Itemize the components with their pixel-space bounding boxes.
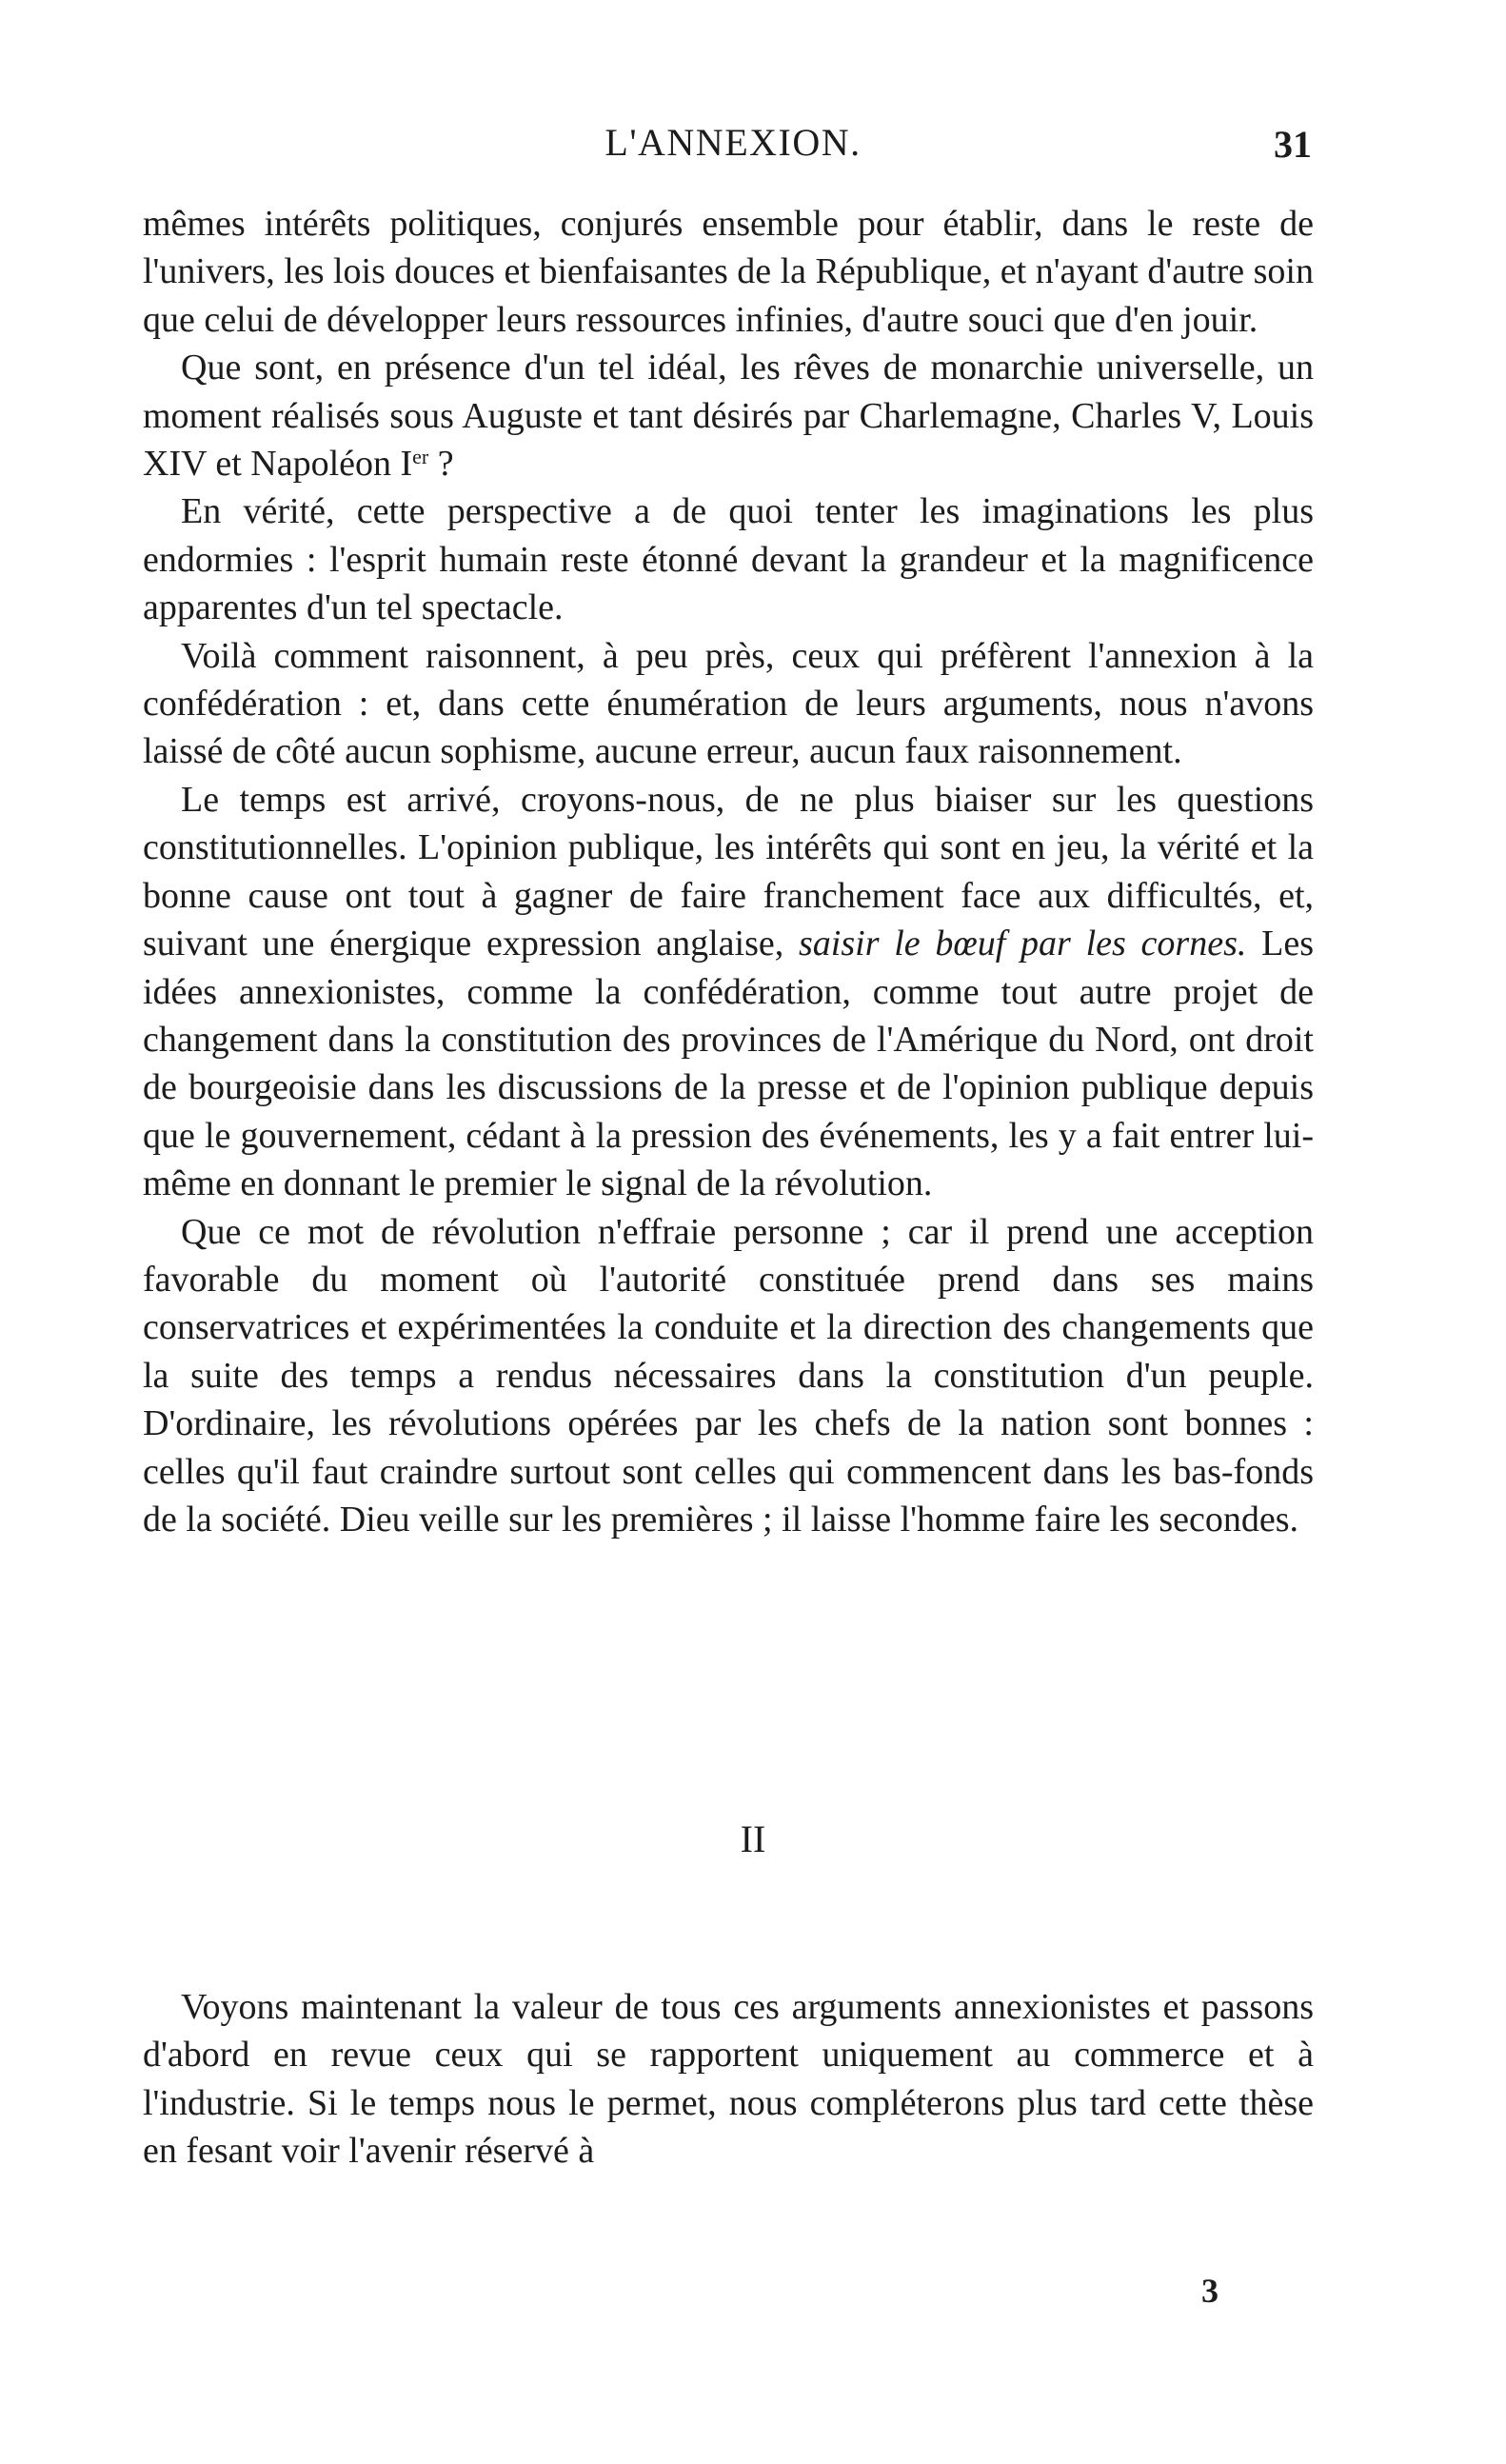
paragraph: mêmes intérêts politiques, conjurés ensemble pour établir, dans le reste de l'univers, les lois douces et bienfaisantes de la République, et n'ayant d'autre soin que celui de développer leurs ressources infinies, d'autre souci que d'en jouir.: [143, 204, 1314, 340]
section-body: [143, 1983, 1314, 2176]
page-number: 31: [1274, 123, 1312, 166]
paragraph: Que ce mot de révolution n'effraie personne ; car il prend une acception favorable du moment où l'autorité constituée prend dans ses mains conservatrices et expérimentées la conduite et la direction des changements que la suite des temps a rendus nécessaires dans la constitution d'un peuple. D'ordinaire, les révolutions opérées par les chefs de la nation sont bonnes : celles qu'il faut craindre surtout sont celles qui commencent dans les bas-fonds de la société. Dieu veille sur les premières ; il laisse l'homme faire les secondes.: [143, 1211, 1314, 1540]
body-text: [143, 200, 1314, 1543]
signature-mark: 3: [1201, 2272, 1219, 2310]
paragraph-text: Que sont, en présence d'un tel idéal, les rêves de monarchie universelle, un moment réalisés sous Auguste et tant désirés par Charlemagne, Charles V, Louis XIV et Napoléon I: [143, 348, 1314, 485]
superscript: er: [412, 445, 429, 469]
running-title: L'ANNEXION.: [604, 121, 862, 164]
paragraph-text: Le temps est arrivé, croyons-nous, de ne plus biaiser sur les questions constitutionnelles. L'opinion publique, les intérêts qui sont en jeu, la vérité et la bonne cause ont tout à gagner de faire franchement face aux difficultés, et, suivant une énergique expression anglaise,: [143, 779, 1314, 964]
italic-phrase: saisir le bœuf par les cornes.: [799, 924, 1247, 964]
paragraph: [143, 776, 1314, 1208]
running-header: [143, 120, 1323, 168]
section-heading: II: [740, 1818, 766, 1860]
paragraph: Voilà comment raisonnent, à peu près, ceux qui préfèrent l'annexion à la confédération : et, dans cette énumération de leurs arguments, nous n'avons laissé de côté aucun sophisme, aucune erreur, aucun faux raisonnement.: [143, 635, 1314, 772]
paragraph: [143, 344, 1314, 487]
paragraph-text: ?: [428, 444, 454, 485]
paragraph-text: Les idées annexionistes, comme la confédération, comme tout autre projet de changement dans la constitution des provinces de l'Amérique du Nord, ont droit de bourgeoisie dans les discussions de la presse et de l'opinion publique depuis que le gouvernement, cédant à la pression des événements, les y a fait entrer lui-même en donnant le premier le signal de la révolution.: [143, 924, 1314, 1204]
paragraph: En vérité, cette perspective a de quoi tenter les imaginations les plus endormies : l'esprit humain reste étonné devant la grandeur et la magnificence apparentes d'un tel spectacle.: [143, 491, 1314, 628]
paragraph: Voyons maintenant la valeur de tous ces arguments annexionistes et passons d'abord en revue ceux qui se rapportent uniquement au commerce et à l'industrie. Si le temps nous le permet, nous compléterons plus tard cette thèse en fesant voir l'avenir réservé à: [143, 1987, 1314, 2172]
